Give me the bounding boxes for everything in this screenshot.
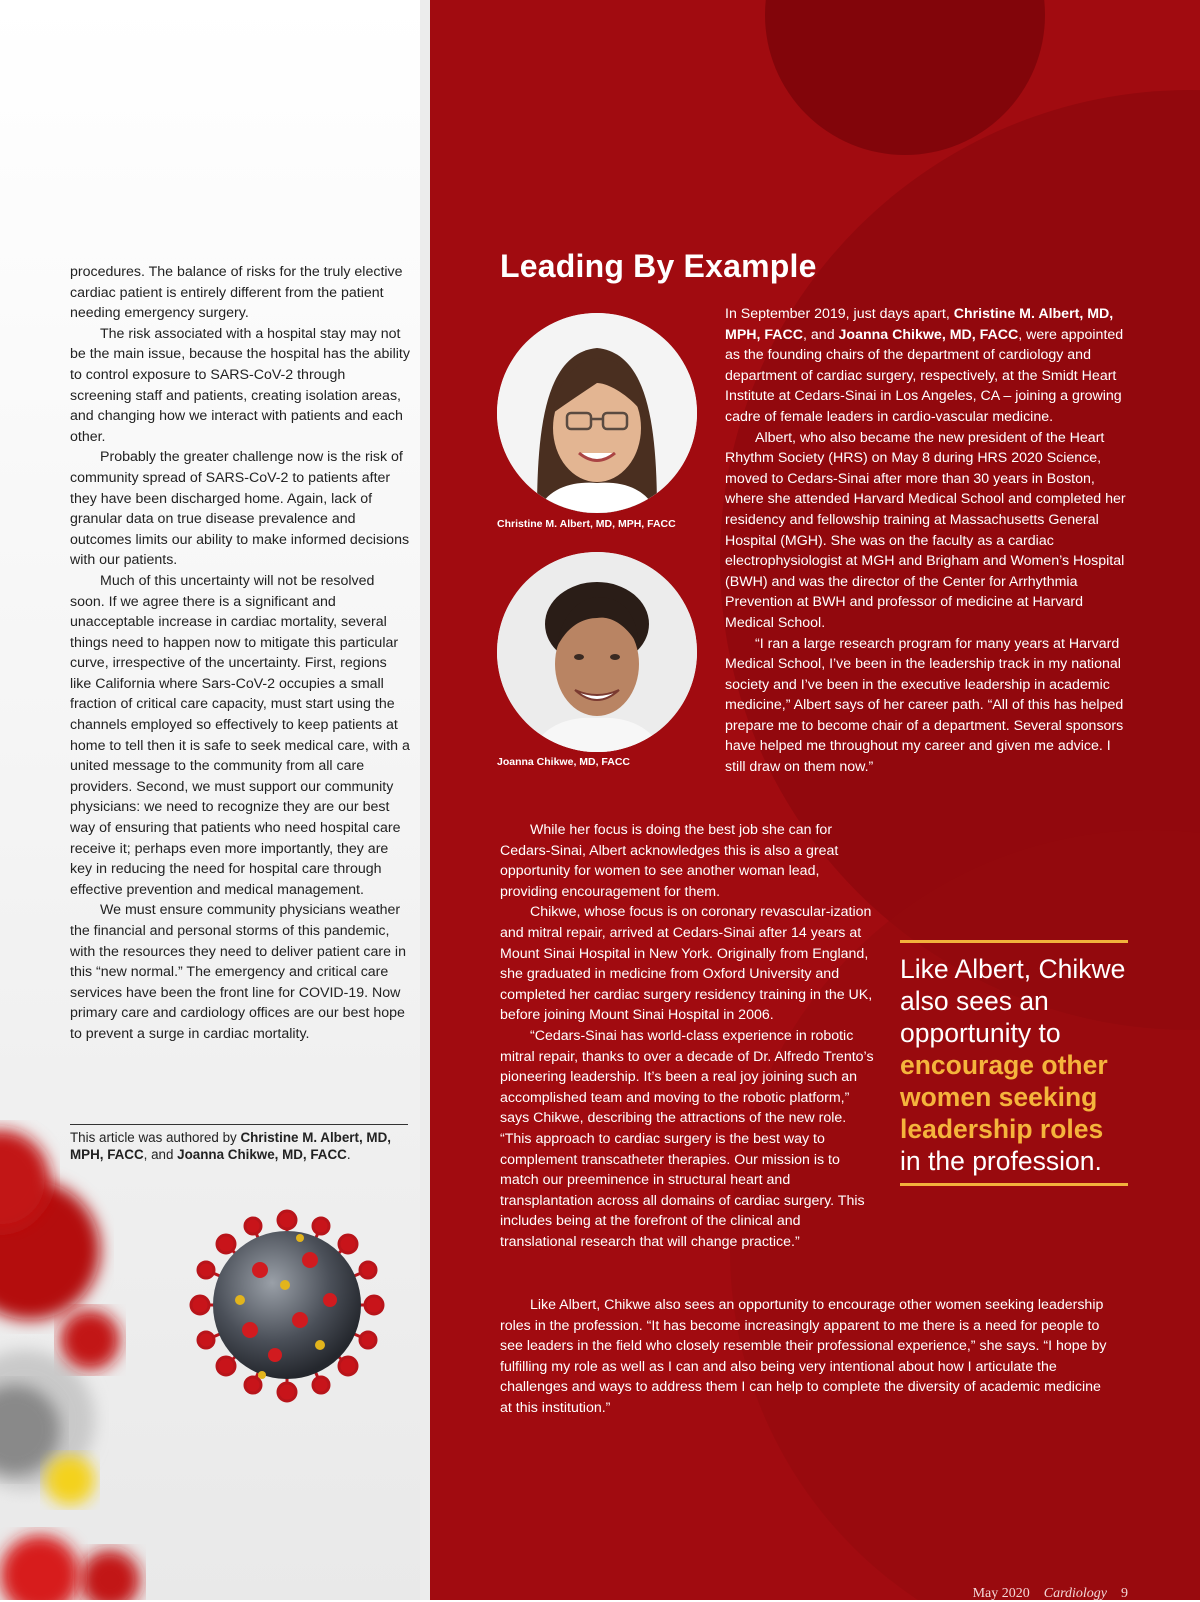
feature-paragraph: Chikwe, whose focus is on coronary revascular-ization and mitral repair, arrived at Cedars-Sinai after 14 years at Mount Sinai Hospital in New York. Originally from England, she graduated in medicine from Oxford University and completed her cardiac surgery residency training in the UK, before joining Mount Sinai Hospital in 2006. [500, 904, 873, 1024]
left-paragraph: We must ensure community physicians weather the financial and personal storms of this pandemic, with the resources they need to deliver patient care in this “new normal.” The emergency and critical care services have been the front line for COVID-19. Now primary care and cardiology offices are our best hope to prevent a surge in cardiac mortality. [70, 902, 406, 1042]
left-paragraph: procedures. The balance of risks for the truly elective cardiac patient is entirely different from the patient needing emergency surgery. [70, 264, 403, 322]
credit-author-chikwe: Joanna Chikwe, MD, FACC [177, 1147, 347, 1162]
feature-paragraph: “Cedars-Sinai has world-class experience in robotic mitral repair, thanks to over a decade of Dr. Alfredo Trento’s pioneering leadership. It’s been a real joy joining such an accomplished team and moving to the robotic platform,” says Chikwe, describing the attractions of the new role. “This approach to cardiac surgery is the best way to complement transcatheter therapies. Our mission is to match our preeminence in structural heart and transplantation across all domains of cardiac surgery. This includes being at the forefront of the clinical and translational research that will change practice.” [500, 1027, 874, 1250]
albert-portrait [497, 313, 697, 513]
feature-paragraph: Albert, who also became the new president of the Heart Rhythm Society (HRS) on May 8 during HRS 2020 Science, moved to Cedars-Sinai after more than 30 years in Boston, where she attended Harvard Medical School and completed her residency and fellowship training at Massachusetts General Hospital (MGH). She was on the faculty as a cardiac electrophysiologist at MGH and Brigham and Women’s Hospital (BWH) and was the director of the Center for Arrhythmia Prevention at BWH and professor of medicine at Harvard Medical School. [725, 429, 1126, 631]
author-credit [70, 1124, 408, 1163]
credit-suffix: . [346, 1147, 351, 1162]
left-paragraph: Much of this uncertainty will not be resolved soon. If we agree there is a significant and unacceptable increase in cardiac mortality, several things need to happen now to mitigate this particular curve, irrespective of the uncertainty. First, regions like California where Sars-CoV-2 occupies a small fraction of critical care capacity, must start using the channels employed so effectively to keep patients at home to tell then it is safe to seek medical care, with a united message to the community from all care providers. Second, we must support our community physicians: we need to recognize they are our best way of ensuring that patients who need hospital care receive it; perhaps even more importantly, they are key in reducing the need for hospital care through effective prevention and medical management. [70, 572, 410, 898]
left-article-text [70, 262, 410, 1045]
feature-middle-text [500, 820, 878, 1252]
left-column [0, 0, 425, 1600]
albert-caption: Christine M. Albert, MD, MPH, FACC [497, 518, 676, 530]
pull-quote-highlight: encourage other women seeking leadership roles [900, 1050, 1108, 1144]
feature-title: Leading By Example [500, 248, 817, 284]
footer-magazine: Cardiology [1043, 1586, 1107, 1601]
pull-quote-after: in the profession. [900, 1146, 1102, 1176]
virus-particle [191, 1211, 383, 1401]
intro-paragraph [725, 304, 1130, 428]
left-paragraph: The risk associated with a hospital stay may not be the main issue, because the hospital has the ability to control exposure to SARS-CoV-2 through screening staff and patients, creating isolation areas, and changing how we interact with patients and each other. [70, 325, 410, 445]
intro-rest: , were appointed as the founding chairs of the department of cardiology and department of cardiac surgery, respectively, at the Smidt Heart Institute at Cedars-Sinai in Los Angeles, CA – joining a growing cadre of female leaders in cardio-vascular medicine. [725, 326, 1124, 425]
intro-and: , and [803, 326, 839, 343]
page-number: 9 [1121, 1586, 1128, 1601]
feature-upper-text [725, 304, 1130, 778]
intro-lead: In September 2019, just days apart, [725, 306, 954, 322]
pull-quote [900, 940, 1128, 1186]
chikwe-caption: Joanna Chikwe, MD, FACC [497, 756, 631, 768]
coronavirus-illustration [0, 1120, 425, 1600]
footer-date: May 2020 [972, 1586, 1030, 1601]
credit-mid: , and [143, 1147, 178, 1162]
credit-prefix: This article was authored by [70, 1130, 241, 1145]
feature-paragraph: “I ran a large research program for many years at Harvard Medical School, I’ve been in the leadership track in my national society and I’ve been in the executive leadership in academic medicine,” Albert says of her career path. “All of this has helped prepare me to become chair of a department. Several sponsors have helped me throughout my career and given me advice. I still draw on them now.” [725, 635, 1124, 776]
chikwe-portrait [497, 552, 697, 752]
feature-paragraph: While her focus is doing the best job she can for Cedars-Sinai, Albert acknowledges this is also a great opportunity for women to see another woman lead, providing encouragement for them. [500, 822, 839, 900]
feature-bottom-text [500, 1295, 1110, 1419]
intro-name-chikwe: Joanna Chikwe, MD, FACC [838, 326, 1019, 343]
feature-paragraph: Like Albert, Chikwe also sees an opportunity to encourage other women seeking leadership roles in the profession. “It has become increasingly apparent to me there is a need for people to see leaders in the field who closely resemble their professional experience,” she says. “I hope by fulfilling my role as well as I can and also being very intentional about how I articulate the challenges and ways to address them I can help to complete the diversity of academic medicine at this institution.” [500, 1297, 1107, 1416]
left-paragraph: Probably the greater challenge now is the risk of community spread of SARS-CoV-2 to patients after they have been discharged home. Again, lack of granular data on true disease prevalence and outcomes limits our ability to make informed decisions with our patients. [70, 449, 410, 569]
pull-quote-before: Like Albert, Chikwe also sees an opportunity to [900, 954, 1126, 1048]
page-gutter [420, 0, 430, 1600]
credit-author-albert: Christine M. Albert, MD, MPH, FACC [70, 1130, 391, 1162]
intro-name-albert: Christine M. Albert, MD, MPH, FACC [725, 306, 1114, 343]
